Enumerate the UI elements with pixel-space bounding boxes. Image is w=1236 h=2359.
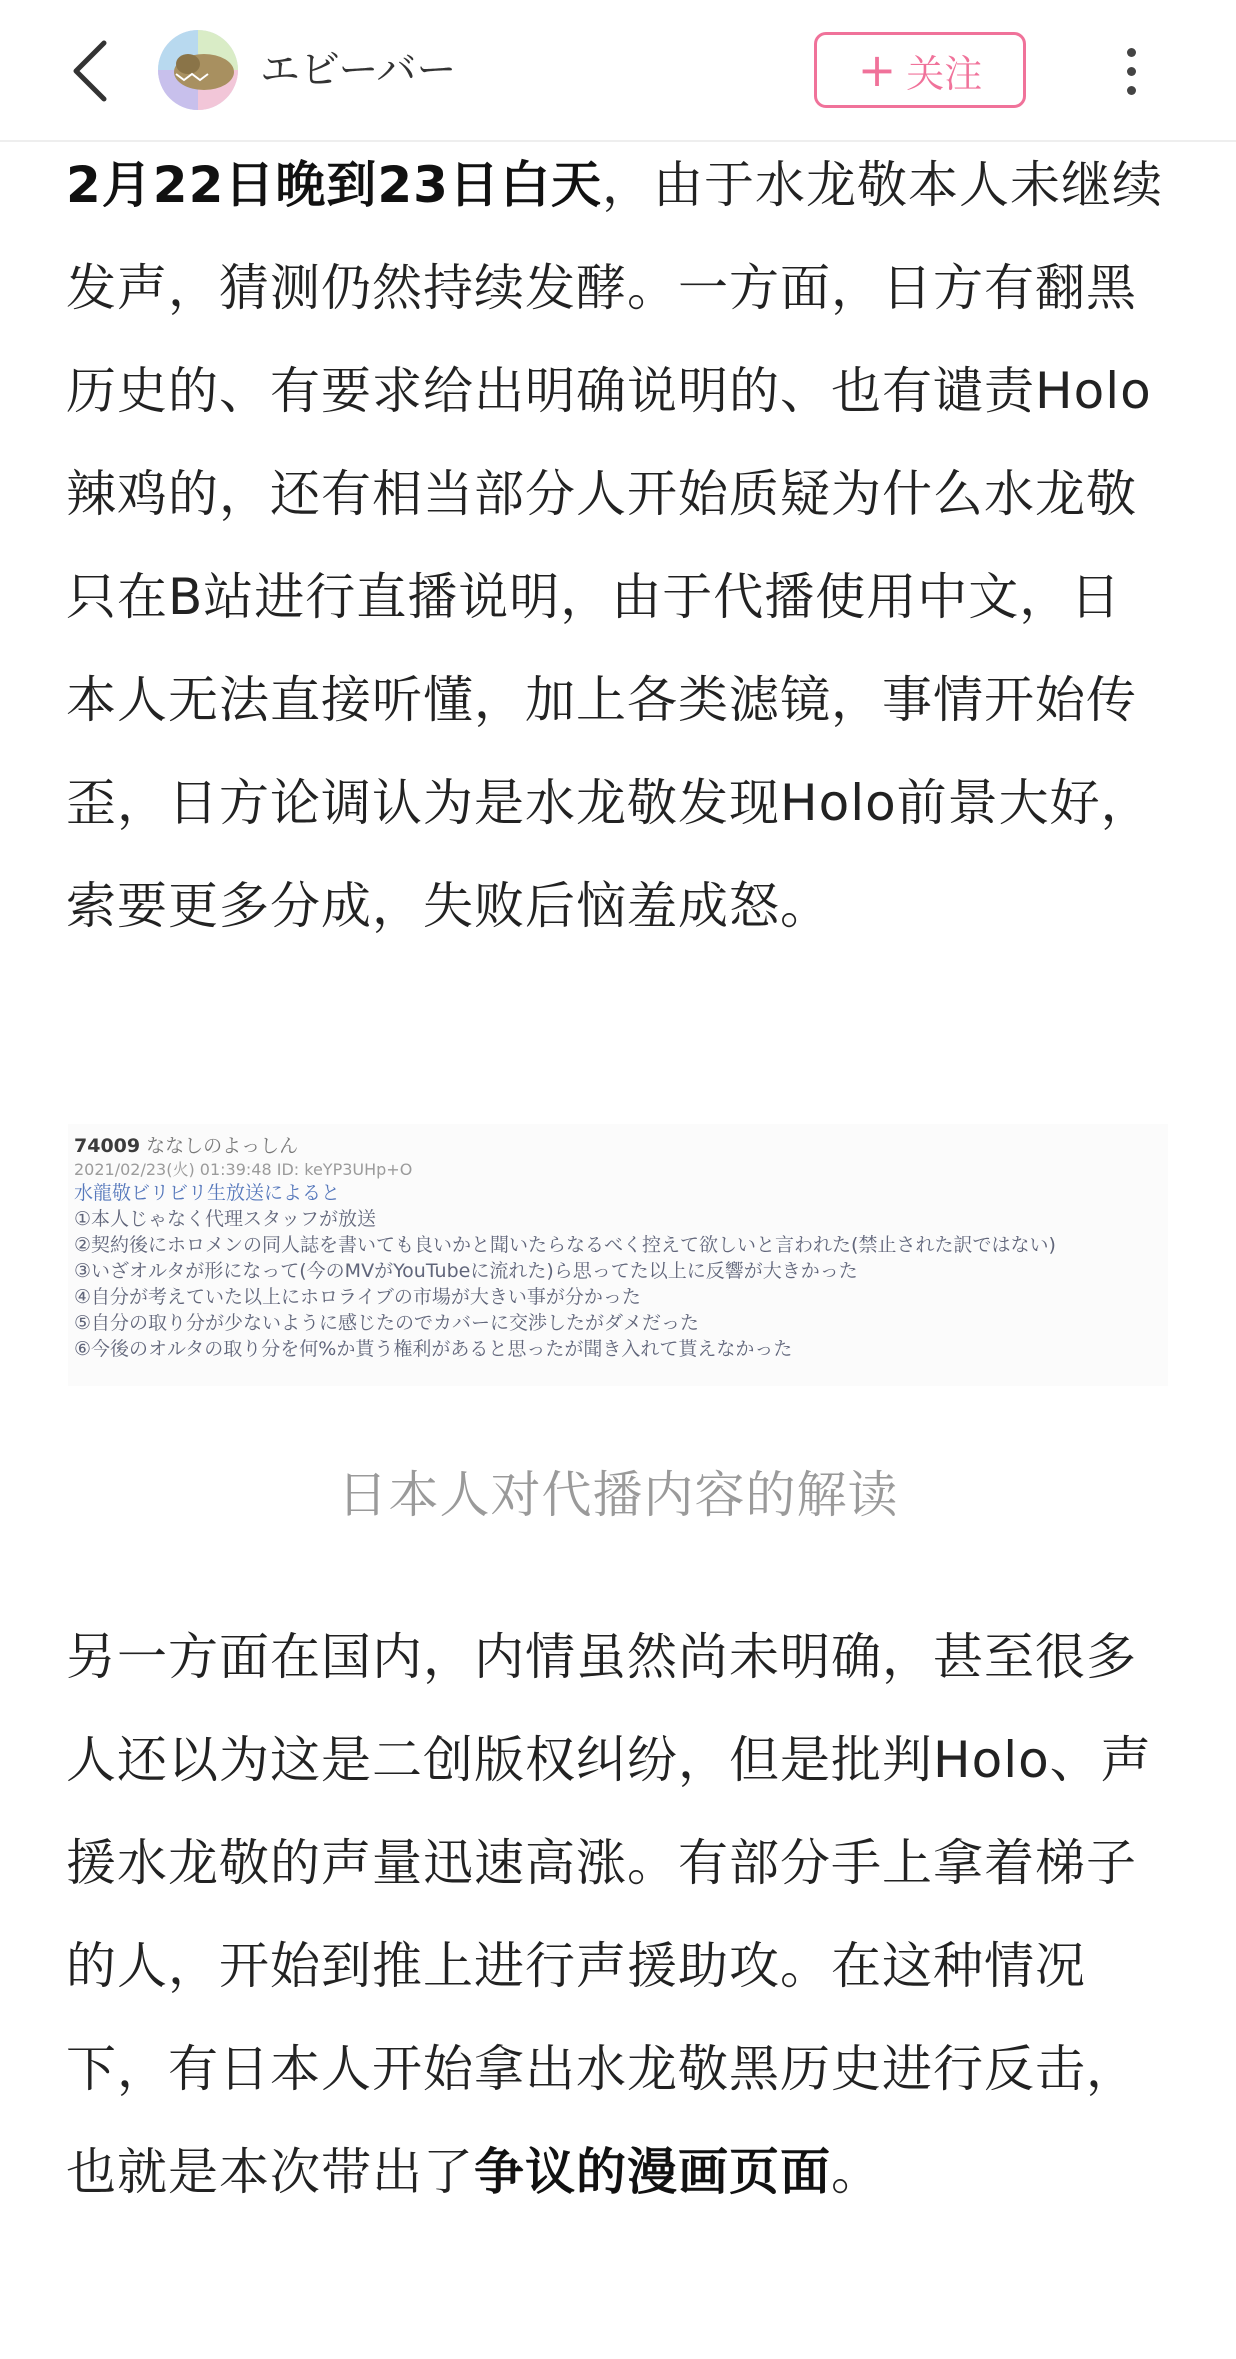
highlight-text: 2月22日晚到23日白天 [66, 156, 602, 214]
dot [1127, 86, 1136, 95]
more-options-button[interactable] [1100, 34, 1162, 108]
follow-label: 关注 [906, 51, 983, 96]
top-bar [0, 0, 1236, 142]
article-paragraph-2 [66, 1606, 1170, 2224]
post-line: ③いざオルタが形になって(今のMVがYouTubeに流れた)ら思ってた以上に反響が大きかった [74, 1260, 858, 1282]
follow-button[interactable] [814, 32, 1026, 108]
paragraph-text: ，由于水龙敬本人未继续发声，猜测仍然持续发酵。一方面，日方有翻黑历史的、有要求给出明确说明的、也有谴责Holo辣鸡的，还有相当部分人开始质疑为什么水龙敬只在B站进行直播说明，由于代播使用中文，日本人无法直接听懂，加上各类滤镜，事情开始传歪，日方论调认为是水龙敬发现Holo前景大好，索要更多分成，失败后恼羞成怒。 [66, 156, 1163, 935]
back-button[interactable] [60, 34, 120, 108]
post-line: ④自分が考えていた以上にホロライブの市場が大きい事が分かった [74, 1286, 641, 1308]
post-line: 水龍敬ビリビリ生放送によると [74, 1182, 341, 1204]
paragraph-text: 另一方面在国内，内情虽然尚未明确，甚至很多人还以为这是二创版权纠纷，但是批判Holo、声援水龙敬的声量迅速高涨。有部分手上拿着梯子的人，开始到推上进行声援助攻。在这种情况下，有日本人开始拿出水龙敬黑历史进行反击， 也就是本次带出了 [66, 1628, 1152, 2201]
poster-name: ななしのよっしん [146, 1135, 299, 1157]
highlight-text: 争议的漫画页面 [474, 2143, 831, 2201]
post-line: ①本人じゃなく代理スタッフが放送 [74, 1208, 377, 1230]
post-header [74, 1132, 1162, 1160]
chevron-left-icon [70, 39, 110, 103]
post-line: ⑥今後のオルタの取り分を何%か貰う権利があると思ったが聞き入れて貰えなかった [74, 1338, 793, 1360]
plus-icon: + [857, 43, 897, 97]
dot [1127, 67, 1136, 76]
image-caption: 日本人对代播内容的解读 [337, 1466, 899, 1524]
username[interactable]: エビーバー [260, 47, 457, 93]
post-number: 74009 [74, 1135, 141, 1157]
post-meta: 2021/02/23(火) 01:39:48 ID: keYP3UHp+O [74, 1160, 413, 1179]
vertical-dots-icon [1127, 48, 1136, 57]
avatar-image [158, 30, 238, 110]
post-line: ⑤自分の取り分が少ないように感じたのでカバーに交渉したがダメだった [74, 1312, 700, 1334]
post-line: ②契約後にホロメンの同人誌を書いても良いかと聞いたらなるべく控えて欲しいと言われた(禁止された訳ではない) [74, 1234, 1056, 1256]
embedded-forum-screenshot[interactable] [68, 1124, 1168, 1386]
avatar[interactable] [158, 30, 238, 110]
paragraph-end: 。 [831, 2143, 882, 2201]
article-paragraph-1 [66, 134, 1170, 958]
